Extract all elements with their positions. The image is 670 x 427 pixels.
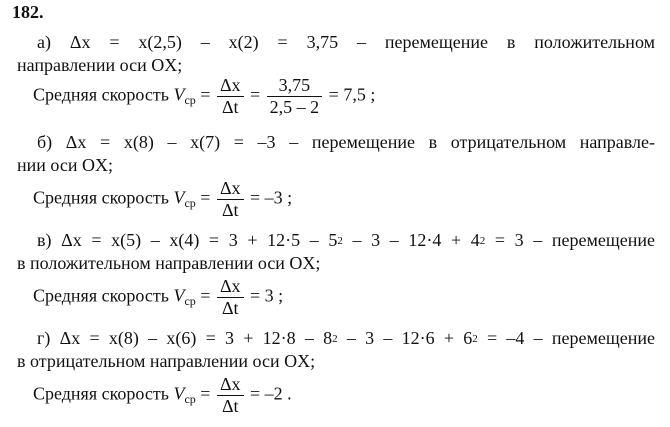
item-c-line1-part2: – 3 – 12·4 + 4 [342, 230, 480, 250]
equals-sign: = [250, 84, 261, 105]
item-a-line2: направлении оси OX; [17, 55, 183, 75]
equals-sign: = [200, 383, 211, 404]
fraction-numerator: Δx [217, 277, 244, 298]
fraction-denominator: Δt [221, 96, 239, 117]
item-c-line1-part3: = 3 – перемещение [485, 230, 655, 250]
item-d-line2: в отрицательном направлении оси OX; [17, 351, 316, 371]
velocity-symbol: V [173, 84, 185, 105]
item-a-line1: а) Δx = x(2,5) – x(2) = 3,75 – перемещение в положительном [37, 32, 655, 52]
velocity-symbol: V [173, 383, 185, 404]
problem-number: 182. [12, 2, 44, 22]
speed-label: Средняя скорость [33, 383, 169, 404]
fraction-numerator: 3,75 [267, 76, 323, 97]
item-d-line1-part3: = –4 – перемещение [477, 328, 655, 348]
exponent: 2 [472, 333, 478, 345]
equals-sign: = [200, 84, 211, 105]
fraction-denominator: Δt [221, 395, 239, 416]
exponent: 2 [337, 235, 343, 247]
speed-result: = 3 ; [250, 285, 284, 306]
fraction-delta [217, 179, 244, 220]
velocity-symbol: V [173, 285, 185, 306]
fraction-numerator: Δx [217, 179, 244, 200]
equals-sign: = [200, 285, 211, 306]
item-a-speed-formula [33, 76, 375, 117]
fraction-delta [217, 375, 244, 416]
speed-result: = –3 ; [250, 187, 293, 208]
item-c-line2: в положительном направлении оси OX; [17, 253, 321, 273]
equals-sign: = [200, 187, 211, 208]
fraction-delta [217, 76, 244, 117]
fraction-numerator: Δx [217, 375, 244, 396]
velocity-subscript: ср [184, 195, 196, 210]
velocity-subscript: ср [184, 92, 196, 107]
exponent: 2 [479, 235, 486, 247]
speed-label: Средняя скорость [33, 285, 169, 306]
fraction-denominator: Δt [221, 199, 239, 220]
speed-label: Средняя скорость [33, 187, 169, 208]
velocity-subscript: ср [184, 391, 196, 406]
item-c-line1 [37, 230, 655, 251]
item-d-line1-part2: – 3 – 12·6 + 6 [337, 328, 473, 348]
exponent: 2 [332, 333, 338, 345]
speed-label: Средняя скорость [33, 84, 169, 105]
item-c-speed-formula [33, 277, 283, 318]
item-d-speed-formula [33, 375, 292, 416]
fraction-denominator: Δt [221, 297, 239, 318]
speed-result: = 7,5 ; [328, 84, 376, 105]
velocity-symbol: V [173, 187, 185, 208]
fraction-delta [217, 277, 244, 318]
fraction-values [267, 76, 323, 117]
item-b-line2: нии оси OX; [17, 155, 113, 175]
speed-result: = –2 . [250, 383, 292, 404]
item-b-speed-formula [33, 179, 292, 220]
fraction-numerator: Δx [217, 76, 244, 97]
fraction-denominator: 2,5 – 2 [269, 96, 320, 117]
velocity-subscript: ср [184, 293, 196, 308]
item-d-line1 [37, 328, 655, 349]
item-b-line1: б) Δx = x(8) – x(7) = –3 – перемещение в отрицательном направле- [37, 132, 655, 152]
item-d-line1-part1: г) Δx = x(8) – x(6) = 3 + 12·8 – 8 [37, 328, 333, 348]
item-c-line1-part1: в) Δx = x(5) – x(4) = 3 + 12·5 – 5 [37, 230, 338, 250]
